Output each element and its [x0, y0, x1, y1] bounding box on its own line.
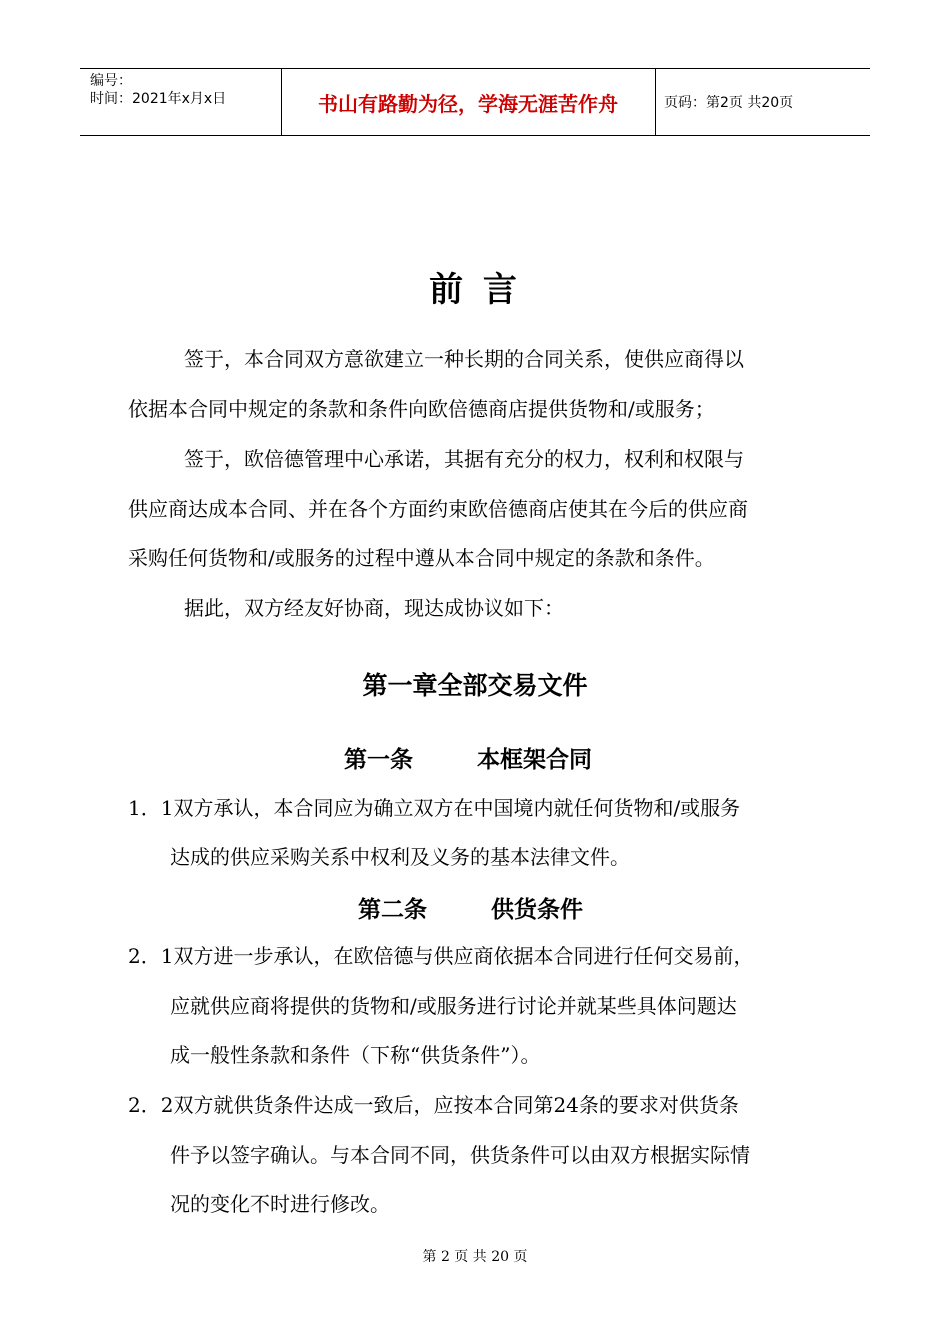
clause-2-1-line3: 成一般性条款和条件（下称“供货条件”）。: [170, 1043, 541, 1067]
preamble-p1-line1: 签于，本合同双方意欲建立一种长期的合同关系，使供应商得以: [184, 347, 744, 371]
header-slogan: 书山有路勤为径，学海无涯苦作舟: [318, 91, 618, 116]
clause-1-1-line1: 1．1双方承认，本合同应为确立双方在中国境内就任何货物和/或服务: [128, 796, 741, 820]
clause-2-1-line2: 应就供应商将提供的货物和/或服务进行讨论并就某些具体问题达: [170, 994, 737, 1018]
preamble-p2-line2: 供应商达成本合同、并在各个方面约束欧倍德商店使其在今后的供应商: [128, 497, 748, 521]
clause-1-1-line2: 达成的供应采购关系中权利及义务的基本法律文件。: [170, 845, 630, 869]
clause-2-2-line2: 件予以签字确认。与本合同不同，供货条件可以由双方根据实际情: [170, 1143, 750, 1167]
header-date-label: 时间：2021年x月x日: [90, 91, 227, 107]
header-page-info: 页码：第2页 共20页: [664, 95, 794, 111]
clause-2-2-line3: 况的变化不时进行修改。: [170, 1192, 390, 1216]
chapter-heading: 第一章全部交易文件: [362, 671, 588, 700]
article-1-heading: 第一条 本框架合同: [344, 746, 593, 773]
preamble-p2-line3: 采购任何货物和/或服务的过程中遵从本合同中规定的条款和条件。: [128, 546, 715, 570]
page-footer: 第 2 页 共 20 页: [422, 1249, 528, 1265]
clause-2-2-line1: 2．2双方就供货条件达成一致后，应按本合同第24条的要求对供货条: [128, 1093, 739, 1117]
article-2-heading: 第二条 供货条件: [358, 896, 584, 923]
header-meta: [90, 72, 226, 108]
header-divider-right: [655, 68, 656, 136]
preamble-p2-line1: 签于，欧倍德管理中心承诺，其据有充分的权力，权利和权限与: [184, 447, 744, 471]
preamble-p1-line2: 依据本合同中规定的条款和条件向欧倍德商店提供货物和/或服务；: [128, 397, 715, 421]
page-title: 前 言: [429, 270, 521, 310]
clause-2-1-line1: 2．1双方进一步承认，在欧倍德与供应商依据本合同进行任何交易前，: [128, 944, 754, 968]
preamble-p3-line1: 据此，双方经友好协商，现达成协议如下：: [184, 596, 564, 620]
header-number-label: 编号：: [90, 73, 132, 89]
